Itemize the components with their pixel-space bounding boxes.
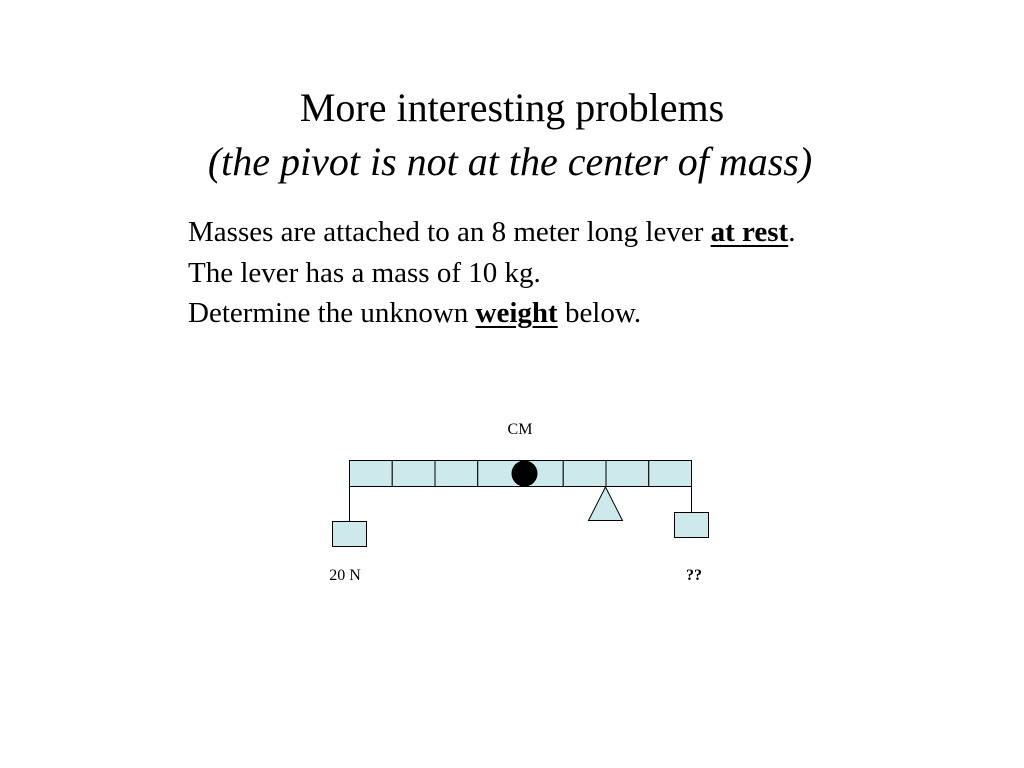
- problem-line-1-end: .: [788, 216, 796, 248]
- lever-segment: [606, 461, 649, 487]
- problem-line-2: The lever has a mass of 10 kg.: [188, 256, 541, 289]
- cm-label: CM: [507, 421, 533, 438]
- problem-line-3-end: below.: [557, 297, 642, 329]
- slide-subtitle: (the pivot is not at the center of mass): [207, 139, 813, 184]
- center-of-mass-marker: [512, 461, 538, 487]
- at-rest-emphasis: at rest: [710, 216, 789, 248]
- problem-line-1-text: Masses are attached to an 8 meter long lever: [188, 216, 711, 248]
- lever-segment: [350, 461, 393, 487]
- left-weight-label: 20 N: [329, 567, 361, 584]
- slide-title: More interesting problems: [299, 85, 725, 130]
- weight-emphasis: weight: [475, 297, 558, 329]
- lever-segment: [392, 461, 435, 487]
- lever-segment: [563, 461, 606, 487]
- right-weight-label: ??: [686, 567, 702, 584]
- left-weight-box: [333, 522, 367, 547]
- lever-segment: [649, 461, 692, 487]
- pivot-triangle: [589, 487, 623, 521]
- problem-line-3-text: Determine the unknown: [188, 297, 476, 329]
- right-weight-box: [675, 513, 709, 538]
- lever-segment: [435, 461, 478, 487]
